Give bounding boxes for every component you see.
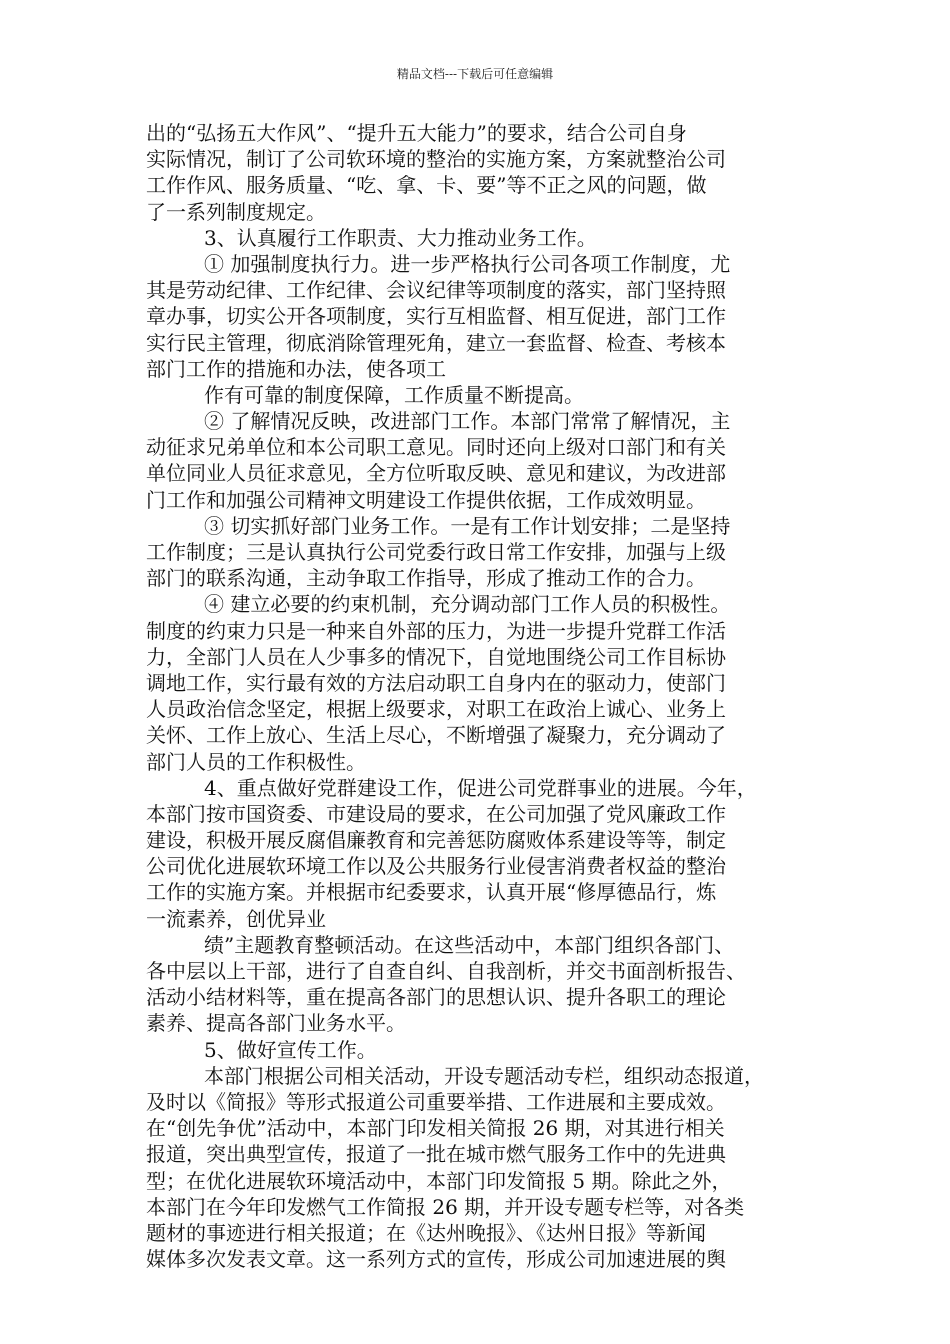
document-body	[146, 120, 806, 1272]
text-line: 绩”主题教育整顿活动。在这些活动中，本部门组织各部门、	[204, 932, 735, 957]
text-line: 单位同业人员征求意见，全方位听取反映、意见和建议，为改进部	[146, 461, 726, 486]
text-line: 了一系列制度规定。	[146, 199, 326, 224]
text-line: 工作作风、服务质量、“吃、拿、卡、要”等不正之风的问题，做	[146, 173, 707, 198]
text-line: 力，全部门人员在人少事多的情况下，自觉地围绕公司工作目标协	[146, 644, 726, 669]
text-line: 作有可靠的制度保障，工作质量不断提高。	[204, 382, 584, 407]
text-line: 实行民主管理，彻底消除管理死角，建立一套监督、检查、考核本	[146, 330, 726, 355]
text-line: 制度的约束力只是一种来自外部的压力，为进一步提升党群工作活	[146, 618, 726, 643]
text-line: 调地工作，实行最有效的方法启动职工自身内在的驱动力，使部门	[146, 670, 726, 695]
text-line: 人员政治信念坚定，根据上级要求，对职工在政治上诚心、业务上	[146, 697, 726, 722]
text-line: ③ 切实抓好部门业务工作。一是有工作计划安排；二是坚持	[204, 513, 731, 538]
text-line: 题材的事迹进行相关报道；在《达州晚报》、《达州日报》等新闻	[146, 1220, 706, 1245]
text-line: 章办事，切实公开各项制度，实行互相监督、相互促进，部门工作	[146, 304, 726, 329]
text-line: 各中层以上干部，进行了自查自纠、自我剖析，并交书面剖析报告、	[146, 959, 746, 983]
text-line: ② 了解情况反映，改进部门工作。本部门常常了解情况，主	[204, 409, 731, 434]
text-line: 关怀、工作上放心、生活上尽心，不断增强了凝聚力，充分调动了	[146, 723, 726, 748]
text-line: 本部门按市国资委、市建设局的要求，在公司加强了党风廉政工作	[146, 801, 726, 826]
text-line: 一流素养，创优异业	[146, 906, 326, 931]
text-line: 及时以《简报》等形式报道公司重要举措、工作进展和主要成效。	[146, 1089, 726, 1114]
text-line: 出的“弘扬五大作风”、“提升五大能力”的要求，结合公司自身	[146, 121, 687, 145]
text-line: 工作的实施方案。并根据市纪委要求，认真开展“修厚德品行，炼	[146, 880, 717, 905]
text-line: 部门人员的工作积极性。	[146, 749, 366, 774]
text-line: 在“创先争优”活动中，本部门印发相关简报 26 期，对其进行相关	[146, 1116, 725, 1141]
text-line: 其是劳动纪律、工作纪律、会议纪律等项制度的落实，部门坚持照	[146, 278, 726, 303]
text-line: 5、做好宣传工作。	[204, 1037, 377, 1062]
text-line: 公司优化进展软环境工作以及公共服务行业侵害消费者权益的整治	[146, 854, 726, 879]
page-header: 精品文档---下载后可任意编辑	[396, 67, 554, 81]
text-line: 本部门根据公司相关活动，开设专题活动专栏，组织动态报道，	[204, 1063, 764, 1088]
text-line: 部门的联系沟通，主动争取工作指导，形成了推动工作的合力。	[146, 566, 706, 591]
text-line: 门工作和加强公司精神文明建设工作提供依据，工作成效明显。	[146, 487, 706, 512]
text-line: 型；在优化进展软环境活动中，本部门印发简报 5 期。除此之外，	[146, 1168, 732, 1193]
text-line: 部门工作的措施和办法，使各项工	[146, 356, 446, 381]
text-line: 动征求兄弟单位和本公司职工意见。同时还向上级对口部门和有关	[146, 435, 726, 460]
text-line: 3、认真履行工作职责、大力推动业务工作。	[204, 225, 597, 250]
text-line: 工作制度；三是认真执行公司党委行政日常工作安排，加强与上级	[146, 540, 726, 564]
text-line: ① 加强制度执行力。进一步严格执行公司各项工作制度，尤	[204, 251, 731, 276]
text-line: 活动小结材料等，重在提高各部门的思想认识、提升各职工的理论	[146, 985, 726, 1010]
text-line: 建设，积极开展反腐倡廉教育和完善惩防腐败体系建设等等，制定	[146, 828, 726, 853]
text-line: 4、重点做好党群建设工作，促进公司党群事业的进展。今年，	[204, 775, 757, 800]
text-line: 实际情况，制订了公司软环境的整治的实施方案，方案就整治公司	[146, 147, 726, 172]
text-line: 报道，突出典型宣传，报道了一批在城市燃气服务工作中的先进典	[146, 1142, 726, 1167]
text-line: 媒体多次发表文章。这一系列方式的宣传，形成公司加速进展的舆	[146, 1247, 726, 1272]
text-line: 素养、提高各部门业务水平。	[146, 1011, 406, 1036]
text-line: ④ 建立必要的约束机制，充分调动部门工作人员的积极性。	[204, 592, 731, 617]
text-line: 本部门在今年印发燃气工作简报 26 期，并开设专题专栏等，对各类	[146, 1194, 745, 1219]
